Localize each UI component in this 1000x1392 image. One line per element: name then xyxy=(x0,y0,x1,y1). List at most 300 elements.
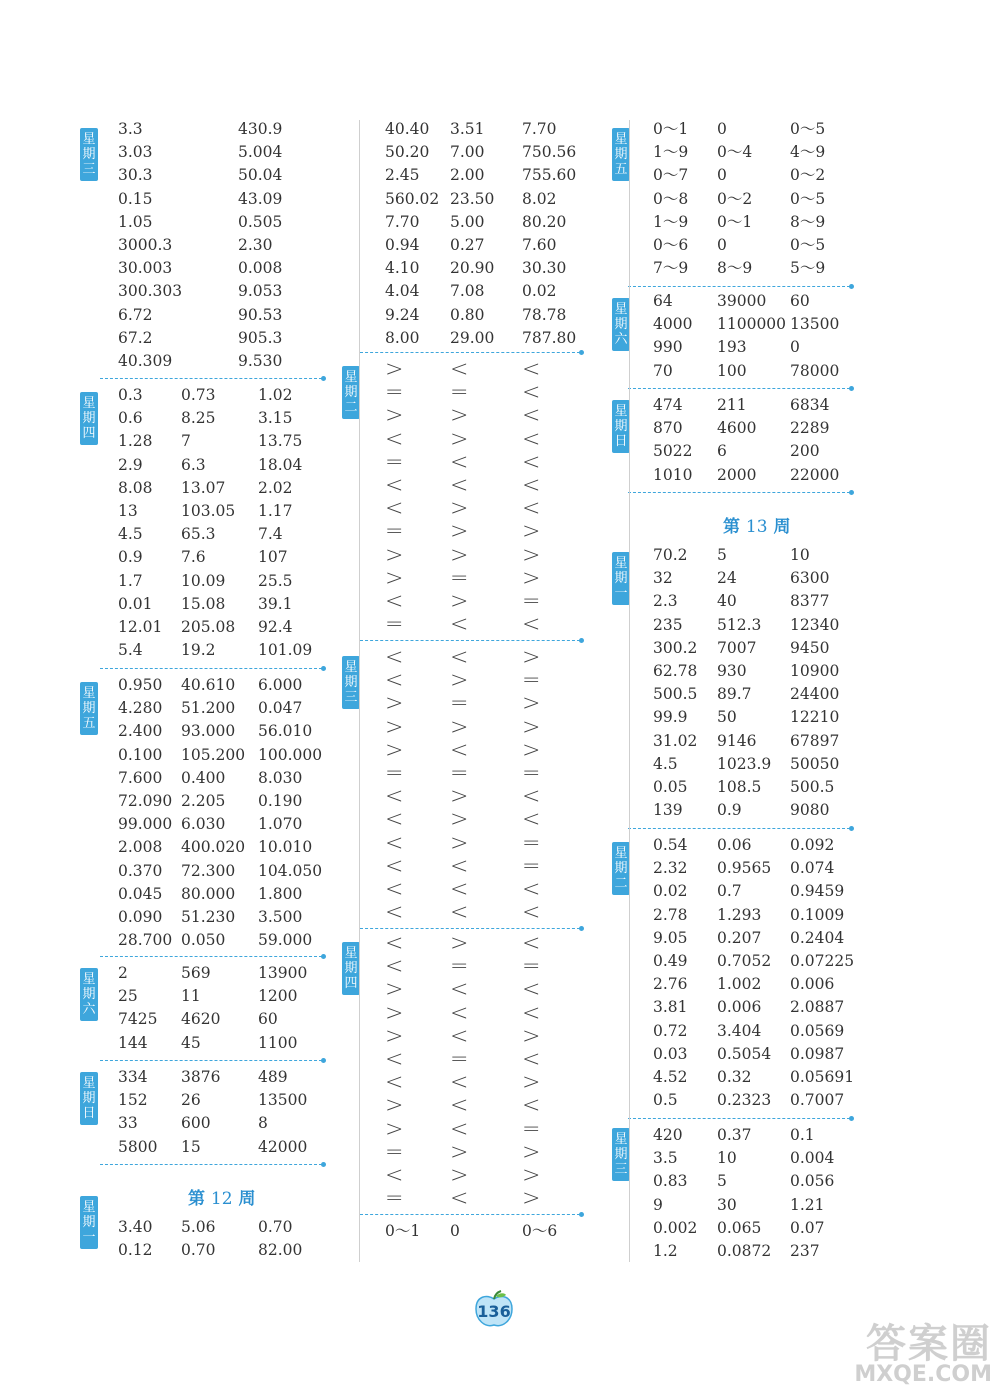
answer-cell: < xyxy=(522,784,541,810)
answer-cell: > xyxy=(450,519,469,545)
week-suffix: 周 xyxy=(767,517,791,537)
day-tag-char: 三 xyxy=(614,1162,628,1177)
answer-cell: < xyxy=(522,807,541,833)
answer-cell: 8.030 xyxy=(258,768,303,787)
answer-cell: 15 xyxy=(181,1137,201,1156)
answer-cell: 0～8 xyxy=(653,189,689,208)
day-tag-char: 期 xyxy=(82,1091,96,1106)
day-tag-char: 期 xyxy=(614,861,628,876)
answer-cell: 0.27 xyxy=(450,236,485,254)
answer-cell: 18.04 xyxy=(258,455,303,474)
answer-cell: 1～9 xyxy=(653,143,689,162)
answer-cell: 8.25 xyxy=(181,409,216,428)
day-tag-char: 期 xyxy=(614,317,628,332)
answer-cell: < xyxy=(385,954,404,980)
answer-cell: 0～7 xyxy=(653,166,689,185)
day-tag-char: 四 xyxy=(344,976,358,991)
day-tag-char: 星 xyxy=(82,396,96,411)
answer-cell: 93.000 xyxy=(181,722,236,741)
answer-cell: 5～9 xyxy=(790,259,826,278)
answer-cell: 100.000 xyxy=(258,745,323,764)
answer-cell: 755.60 xyxy=(522,166,577,185)
answer-cell: 474 xyxy=(653,396,683,414)
day-tag-char: 星 xyxy=(614,302,628,317)
answer-cell: < xyxy=(450,737,469,763)
section-divider xyxy=(628,388,850,389)
answer-cell: < xyxy=(385,1163,404,1188)
answer-cell: > xyxy=(522,737,541,763)
answer-cell: 870 xyxy=(653,419,683,438)
answer-cell: 0 xyxy=(450,1222,460,1240)
answer-cell: > xyxy=(522,1163,541,1188)
answer-cell: < xyxy=(385,784,404,810)
answer-cell: = xyxy=(522,853,541,879)
answer-cell: 152 xyxy=(118,1091,148,1110)
answer-cell: 2289 xyxy=(790,419,830,438)
answer-cell: 78.78 xyxy=(522,305,567,324)
answer-cell: 1～9 xyxy=(653,212,689,231)
answer-cell: > xyxy=(450,1139,469,1165)
answer-cell: > xyxy=(450,426,469,452)
answer-cell: 0.0569 xyxy=(790,1021,845,1040)
answer-cell: 3.404 xyxy=(717,1021,762,1040)
answer-cell: = xyxy=(450,565,469,591)
answer-cell: 569 xyxy=(181,964,211,982)
answer-cell: 0.02 xyxy=(653,882,688,901)
day-tag-char: 期 xyxy=(344,961,358,976)
answer-cell: 0.05 xyxy=(653,778,688,796)
answer-cell: 4600 xyxy=(717,419,757,438)
answer-cell: = xyxy=(450,761,469,786)
answer-cell: > xyxy=(450,496,469,522)
answer-cell: 0～6 xyxy=(653,236,689,254)
answer-cell: 905.3 xyxy=(238,328,283,347)
answer-cell: 1200 xyxy=(258,987,298,1006)
answer-cell: 0.49 xyxy=(653,952,688,970)
answer-cell: 6 xyxy=(717,442,727,461)
day-tag xyxy=(80,1196,98,1249)
week-heading xyxy=(723,512,790,537)
day-tag-char: 期 xyxy=(614,1147,628,1162)
answer-cell: 10900 xyxy=(790,662,840,680)
answer-cell: 0.5 xyxy=(653,1091,678,1110)
answer-cell: 0.006 xyxy=(790,975,835,994)
answer-cell: < xyxy=(385,807,404,833)
answer-cell: 0.1 xyxy=(790,1126,815,1144)
answer-cell: 1.05 xyxy=(118,212,153,231)
day-tag-char: 二 xyxy=(614,876,628,891)
answer-cell: 8.02 xyxy=(522,189,557,208)
section-divider xyxy=(628,828,850,829)
day-tag-char: 四 xyxy=(82,426,96,441)
answer-cell: 13 xyxy=(118,502,138,520)
answer-cell: 0 xyxy=(790,338,800,357)
answer-cell: < xyxy=(522,1093,541,1119)
answer-cell: 6.72 xyxy=(118,305,153,324)
answer-cell: 8～9 xyxy=(717,259,753,278)
section-divider xyxy=(100,1060,322,1061)
answer-cell: 0.950 xyxy=(118,676,163,694)
answer-cell: 2.32 xyxy=(653,859,688,878)
day-tag-char: 星 xyxy=(614,404,628,419)
answer-cell: 2.78 xyxy=(653,905,688,924)
answer-cell: 1.070 xyxy=(258,815,303,834)
day-tag-char: 五 xyxy=(82,716,96,731)
answer-cell: < xyxy=(522,1000,541,1026)
answer-cell: = xyxy=(522,830,541,856)
day-tag-char: 星 xyxy=(344,660,358,675)
answer-cell: < xyxy=(450,612,469,638)
answer-cell: < xyxy=(450,1093,469,1119)
column-separator xyxy=(359,120,360,1262)
day-tag xyxy=(612,552,630,605)
answer-cell: 4.5 xyxy=(118,525,143,544)
section-divider xyxy=(360,928,580,929)
answer-cell: > xyxy=(450,542,469,568)
answer-cell: 0～4 xyxy=(717,143,753,162)
answer-cell: > xyxy=(450,589,469,614)
answer-cell: 24 xyxy=(717,569,737,588)
answer-cell: 3876 xyxy=(181,1068,221,1086)
answer-cell: > xyxy=(385,1093,404,1119)
day-tag-char: 星 xyxy=(614,132,628,147)
answer-cell: 0.72 xyxy=(653,1021,688,1040)
answer-cell: 0.02 xyxy=(522,282,557,301)
answer-cell: 2 xyxy=(118,964,128,982)
answer-cell: = xyxy=(522,761,541,786)
answer-cell: < xyxy=(385,473,404,498)
answer-cell: 0.05691 xyxy=(790,1068,855,1086)
answer-cell: 8.00 xyxy=(385,328,420,347)
answer-cell: 9.24 xyxy=(385,305,420,324)
answer-cell: 2.00 xyxy=(450,166,485,185)
day-tag-char: 星 xyxy=(82,132,96,147)
answer-cell: > xyxy=(450,830,469,856)
day-tag-char: 星 xyxy=(82,1200,96,1215)
answer-cell: 0～5 xyxy=(790,189,826,208)
answer-cell: 0.9459 xyxy=(790,882,845,901)
answer-cell: > xyxy=(385,1116,404,1142)
answer-cell: 20.90 xyxy=(450,259,495,278)
answer-cell: 7 xyxy=(181,432,191,451)
answer-cell: < xyxy=(522,877,541,902)
answer-cell: 13500 xyxy=(258,1091,308,1110)
answer-cell: 0.050 xyxy=(181,931,226,950)
answer-cell: 1100000 xyxy=(717,315,787,334)
answer-cell: 7007 xyxy=(717,638,757,657)
day-tag-char: 期 xyxy=(614,571,628,586)
answer-cell: < xyxy=(450,645,469,670)
answer-cell: 0.06 xyxy=(717,836,752,854)
day-tag-char: 星 xyxy=(82,686,96,701)
answer-cell: 3.81 xyxy=(653,998,688,1017)
answer-cell: > xyxy=(522,1139,541,1165)
answer-cell: 235 xyxy=(653,615,683,634)
answer-cell: = xyxy=(450,954,469,980)
answer-cell: 103.05 xyxy=(181,502,236,520)
week-suffix: 周 xyxy=(232,1189,256,1209)
answer-cell: 22000 xyxy=(790,465,840,484)
answer-cell: 500.5 xyxy=(790,778,835,796)
answer-cell: < xyxy=(450,473,469,498)
answer-cell: 0.045 xyxy=(118,884,163,903)
answer-cell: > xyxy=(522,645,541,670)
answer-cell: 4000 xyxy=(653,315,693,334)
answer-cell: 30.3 xyxy=(118,166,153,185)
answer-cell: 12210 xyxy=(790,708,840,727)
answer-cell: 0.370 xyxy=(118,861,163,880)
answer-cell: 105.200 xyxy=(181,745,246,764)
answer-cell: 7.70 xyxy=(385,212,420,231)
answer-cell: 0.70 xyxy=(181,1241,216,1260)
section-divider xyxy=(360,1214,580,1215)
answer-cell: 0.047 xyxy=(258,699,303,718)
answer-cell: 930 xyxy=(717,662,747,680)
answer-cell: < xyxy=(450,449,469,475)
day-tag-char: 期 xyxy=(82,1215,96,1230)
answer-cell: 82.00 xyxy=(258,1241,303,1260)
answer-cell: < xyxy=(385,426,404,452)
section-divider xyxy=(628,1118,850,1119)
answer-cell: 5 xyxy=(717,1172,727,1191)
answer-cell: 67897 xyxy=(790,731,840,750)
answer-cell: 30.003 xyxy=(118,259,173,278)
section-divider xyxy=(100,1164,322,1165)
answer-cell: 50.20 xyxy=(385,143,430,162)
answer-cell: = xyxy=(385,612,404,638)
answer-cell: = xyxy=(385,449,404,475)
answer-cell: < xyxy=(522,473,541,498)
answer-cell: 3.40 xyxy=(118,1218,153,1236)
answer-cell: 0.056 xyxy=(790,1172,835,1191)
day-tag-char: 三 xyxy=(344,690,358,705)
answer-cell: 9080 xyxy=(790,801,830,820)
answer-cell: 0.008 xyxy=(238,259,283,278)
week-heading xyxy=(188,1184,255,1209)
answer-cell: 50 xyxy=(717,708,737,727)
day-tag xyxy=(342,366,360,419)
day-tag-char: 星 xyxy=(614,556,628,571)
answer-cell: < xyxy=(450,853,469,879)
answer-cell: 5800 xyxy=(118,1137,158,1156)
answer-cell: 560.02 xyxy=(385,189,440,208)
answer-cell: > xyxy=(385,691,404,717)
answer-cell: 0～1 xyxy=(717,212,753,231)
answer-cell: 39.1 xyxy=(258,594,293,613)
answer-cell: 80.20 xyxy=(522,212,567,231)
answer-cell: = xyxy=(385,761,404,786)
answer-cell: 0.0872 xyxy=(717,1242,772,1260)
answer-cell: 15.08 xyxy=(181,594,226,613)
answer-cell: < xyxy=(522,612,541,638)
page-number: 136 xyxy=(477,1302,511,1321)
answer-cell: 1010 xyxy=(653,465,693,484)
answer-cell: 59.000 xyxy=(258,931,313,950)
answer-cell: 0.12 xyxy=(118,1241,153,1260)
answer-cell: 0.73 xyxy=(181,386,216,404)
answer-cell: 1.21 xyxy=(790,1195,825,1214)
answer-cell: 107 xyxy=(258,548,288,567)
answer-cell: < xyxy=(385,645,404,670)
answer-cell: > xyxy=(450,668,469,694)
answer-cell: 6.000 xyxy=(258,676,303,694)
answer-cell: = xyxy=(385,380,404,406)
answer-cell: 0.9 xyxy=(118,548,143,567)
answer-cell: < xyxy=(385,496,404,522)
section-divider xyxy=(360,352,580,353)
day-tag-char: 期 xyxy=(82,987,96,1002)
answer-cell: < xyxy=(450,1023,469,1049)
answer-cell: 0～2 xyxy=(717,189,753,208)
answer-cell: 6300 xyxy=(790,569,830,588)
answer-cell: 51.200 xyxy=(181,699,236,718)
answer-cell: < xyxy=(450,1116,469,1142)
answer-cell: 78000 xyxy=(790,361,840,380)
answer-cell: < xyxy=(522,1047,541,1072)
answer-cell: = xyxy=(522,954,541,980)
day-tag-char: 一 xyxy=(614,586,628,601)
answer-cell: > xyxy=(385,357,404,382)
answer-cell: 11 xyxy=(181,987,201,1006)
answer-cell: 3.15 xyxy=(258,409,293,428)
answer-cell: 6.030 xyxy=(181,815,226,834)
day-tag-char: 三 xyxy=(82,162,96,177)
answer-cell: > xyxy=(522,519,541,545)
day-tag-char: 日 xyxy=(82,1106,96,1121)
day-tag-char: 星 xyxy=(344,370,358,385)
page-number-badge xyxy=(471,1290,517,1330)
answer-cell: 0.092 xyxy=(790,836,835,854)
answer-cell: 39000 xyxy=(717,292,767,310)
answer-cell: 6834 xyxy=(790,396,830,414)
answer-cell: 0.505 xyxy=(238,212,283,231)
answer-cell: = xyxy=(522,589,541,614)
answer-cell: 2.76 xyxy=(653,975,688,994)
answer-cell: 2.02 xyxy=(258,478,293,497)
answer-cell: 0～2 xyxy=(790,166,826,185)
answer-cell: 2.45 xyxy=(385,166,420,185)
answer-cell: 4620 xyxy=(181,1010,221,1029)
answer-cell: 0.1009 xyxy=(790,905,845,924)
answer-cell: 7.4 xyxy=(258,525,283,544)
answer-cell: > xyxy=(450,784,469,810)
answer-cell: 24400 xyxy=(790,685,840,704)
answer-cell: 40.309 xyxy=(118,352,173,370)
answer-cell: 30 xyxy=(717,1195,737,1214)
answer-cell: < xyxy=(522,426,541,452)
answer-cell: < xyxy=(450,1186,469,1212)
answer-cell: 10 xyxy=(790,546,810,564)
answer-cell: 0.100 xyxy=(118,745,163,764)
day-tag-char: 期 xyxy=(614,147,628,162)
answer-cell: 9 xyxy=(653,1195,663,1214)
answer-cell: 489 xyxy=(258,1068,288,1086)
day-tag-char: 星 xyxy=(614,846,628,861)
answer-cell: 0.07 xyxy=(790,1218,825,1237)
answer-cell: = xyxy=(450,691,469,717)
answer-cell: 237 xyxy=(790,1242,820,1260)
answer-cell: > xyxy=(522,542,541,568)
column-separator xyxy=(629,120,630,1262)
answer-cell: 70.2 xyxy=(653,546,688,564)
answer-cell: 31.02 xyxy=(653,731,698,750)
answer-cell: > xyxy=(522,691,541,717)
answer-cell: > xyxy=(385,977,404,1003)
answer-cell: 0.7052 xyxy=(717,952,772,970)
answer-cell: < xyxy=(522,496,541,522)
answer-cell: 1.800 xyxy=(258,884,303,903)
week-number: 12 xyxy=(210,1189,233,1209)
answer-cell: > xyxy=(450,403,469,429)
answer-cell: 2.205 xyxy=(181,792,226,810)
answer-cell: > xyxy=(522,714,541,740)
answer-cell: < xyxy=(450,877,469,902)
answer-cell: 2.9 xyxy=(118,455,143,474)
section-divider xyxy=(628,286,850,287)
answer-cell: 1.002 xyxy=(717,975,762,994)
answer-cell: 2.30 xyxy=(238,236,273,254)
answer-cell: 33 xyxy=(118,1114,138,1133)
answer-cell: 10.09 xyxy=(181,571,226,590)
answer-cell: 1023.9 xyxy=(717,754,772,773)
answer-cell: 0～5 xyxy=(790,236,826,254)
answer-cell: 29.00 xyxy=(450,328,495,347)
answer-cell: 1100 xyxy=(258,1033,298,1052)
answer-cell: < xyxy=(385,853,404,879)
answer-cell: 2.008 xyxy=(118,838,163,857)
day-tag xyxy=(80,1072,98,1125)
answer-cell: 10.010 xyxy=(258,838,313,857)
answer-cell: 9450 xyxy=(790,638,830,657)
answer-cell: < xyxy=(385,1070,404,1096)
answer-cell: 750.56 xyxy=(522,143,577,162)
day-tag-char: 星 xyxy=(82,1076,96,1091)
answer-cell: 1.02 xyxy=(258,386,293,404)
day-tag-char: 期 xyxy=(344,385,358,400)
answer-cell: 0.002 xyxy=(653,1218,698,1237)
answer-cell: 0.94 xyxy=(385,236,420,254)
answer-cell: < xyxy=(385,668,404,694)
answer-cell: 1.2 xyxy=(653,1242,678,1260)
answer-cell: 50.04 xyxy=(238,166,283,185)
section-divider xyxy=(360,640,580,641)
answer-cell: > xyxy=(522,1070,541,1096)
answer-cell: < xyxy=(385,830,404,856)
answer-cell: 300.303 xyxy=(118,282,183,301)
answer-cell: 0.9 xyxy=(717,801,742,820)
answer-cell: 5022 xyxy=(653,442,693,461)
answer-cell: 0～6 xyxy=(522,1222,558,1240)
answer-cell: 4.52 xyxy=(653,1068,688,1086)
answer-cell: 0.0987 xyxy=(790,1044,845,1063)
answer-cell: 50050 xyxy=(790,754,840,773)
answer-cell: > xyxy=(522,565,541,591)
answer-cell: 7～9 xyxy=(653,259,689,278)
day-tag-char: 二 xyxy=(344,400,358,415)
answer-cell: 5.06 xyxy=(181,1218,216,1236)
answer-cell: < xyxy=(450,900,469,926)
answer-cell: > xyxy=(522,1023,541,1049)
answer-cell: 13.75 xyxy=(258,432,303,451)
answer-cell: 4.04 xyxy=(385,282,420,301)
answer-cell: 139 xyxy=(653,801,683,820)
answer-cell: 80.000 xyxy=(181,884,236,903)
answer-cell: = xyxy=(450,380,469,406)
answer-cell: > xyxy=(385,542,404,568)
answer-cell: < xyxy=(522,931,541,956)
answer-cell: 0.7007 xyxy=(790,1091,845,1110)
answer-cell: 0.3 xyxy=(118,386,143,404)
